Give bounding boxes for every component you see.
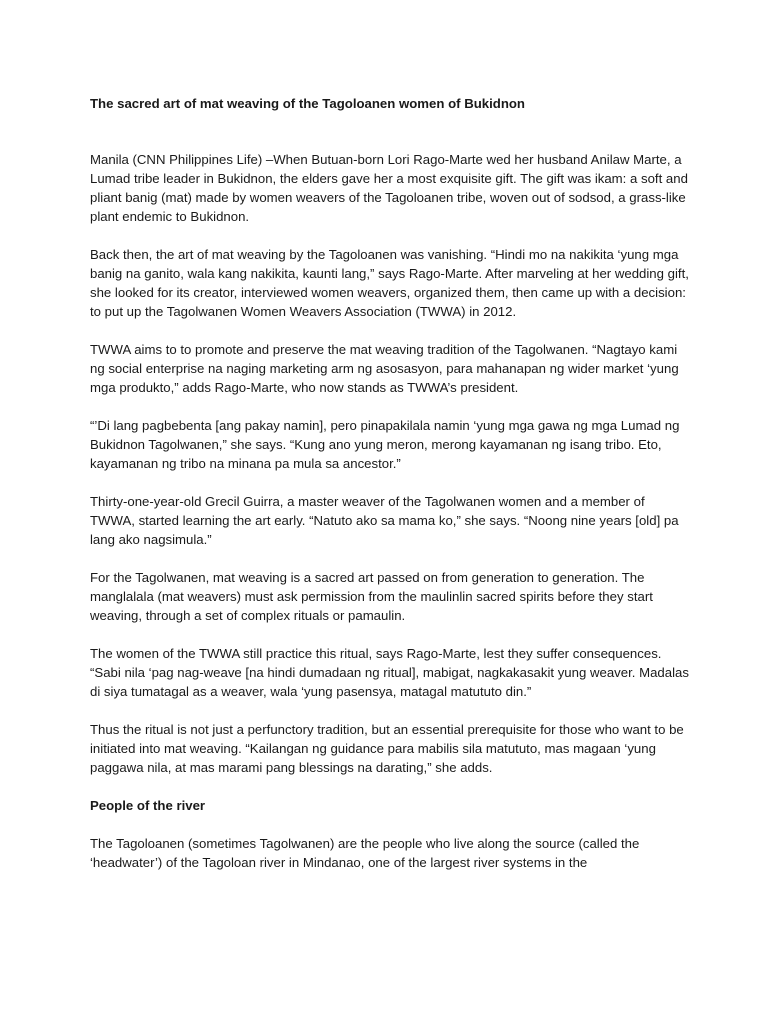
article-title: The sacred art of mat weaving of the Tagoloanen women of Bukidnon [90,96,525,111]
paragraph-6: For the Tagolwanen, mat weaving is a sacred art passed on from generation to generation. The manglalala (mat weavers) must ask permission from the maulinlin sacred spirits before they start weaving, through a set of complex rituals or pamaulin. [90,570,653,623]
paragraph-1: Manila (CNN Philippines Life) –When Butuan-born Lori Rago-Marte wed her husband Anilaw Marte, a Lumad tribe leader in Bukidnon, the elders gave her a most exquisite gift. The gift was ikam: a soft and pliant banig (mat) made by women weavers of the Tagoloanen tribe, woven out of sodsod, a grass-like plant endemic to Bukidnon. [90,152,688,224]
section-heading: People of the river [90,798,206,813]
paragraph-3: TWWA aims to to promote and preserve the mat weaving tradition of the Tagolwanen. “Nagtayo kami ng social enterprise na naging marketing arm ng asosasyon, para mahanapan ng wider market ‘yung mga produkto,” adds Rago-Marte, who now stands as TWWA’s president. [90,342,679,395]
paragraph-2: Back then, the art of mat weaving by the Tagoloanen was vanishing. “Hindi mo na nakikita ‘yung mga banig na ganito, wala kang nakikita, kaunti lang,” says Rago-Marte. After marveling at her wedding gift, she looked for its creator, interviewed women weavers, organized them, then came up with a decision: to put up the Tagolwanen Women Weavers Association (TWWA) in 2012. [90,247,689,319]
paragraph-4: “’Di lang pagbebenta [ang pakay namin], pero pinapakilala namin ‘yung mga gawa ng mga Lumad ng Bukidnon Tagolwanen,” she says. “Kung ano yung meron, merong kayamanan ng isang tribo. Eto, kayamanan ng tribo na minana pa mula sa ancestor.” [90,418,680,471]
paragraph-8: Thus the ritual is not just a perfunctory tradition, but an essential prerequisite for those who want to be initiated into mat weaving. “Kailangan ng guidance para mabilis sila matututo, mas magaan ‘yung paggawa nila, at mas marami pang blessings na darating,” she adds. [90,722,684,775]
paragraph-5: Thirty-one-year-old Grecil Guirra, a master weaver of the Tagolwanen women and a member of TWWA, started learning the art early. “Natuto ako sa mama ko,” she says. “Noong nine years [old] pa lang ako nagsimula.” [90,494,679,547]
paragraph-7: The women of the TWWA still practice this ritual, says Rago-Marte, lest they suffer consequences. “Sabi nila ‘pag nag-weave [na hindi dumadaan ng ritual], mabigat, nagkakasakit yung weaver. Madalas di siya tumatagal as a weaver, wala ‘yung pasensya, matagal matututo din.” [90,646,689,699]
paragraph-9: The Tagoloanen (sometimes Tagolwanen) are the people who live along the source (called the ‘headwater’) of the Tagoloan river in Mindanao, one of the largest river systems in the [90,836,640,870]
document-page [90,94,690,891]
